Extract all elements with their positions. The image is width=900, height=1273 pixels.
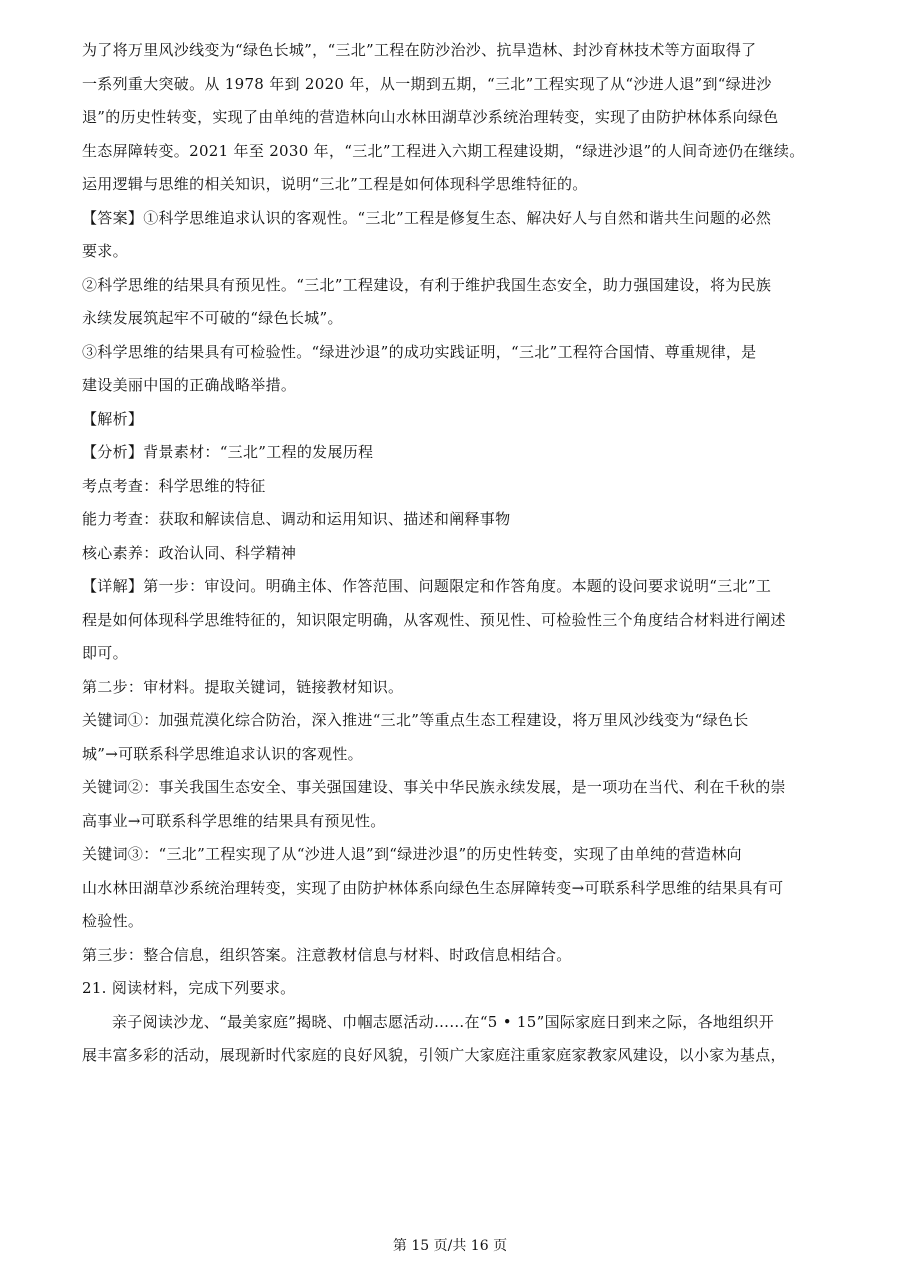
text-line: 运用逻辑与思维的相关知识，说明“三北”工程是如何体现科学思维特征的。 [82, 175, 588, 193]
text-line: 城”→可联系科学思维追求认识的客观性。 [82, 744, 363, 763]
text-line: 展丰富多彩的活动，展现新时代家庭的良好风貌，引领广大家庭注重家庭家教家风建设，以小家为基点， [82, 1046, 786, 1064]
text-line: 退”的历史性转变，实现了由单纯的营造林向山水林田湖草沙系统治理转变，实现了由防护林体系向绿色 [82, 108, 779, 126]
analysis-ability [82, 509, 822, 529]
question-line [82, 174, 822, 194]
text-line: 21. 阅读材料，完成下列要求。 [82, 979, 296, 997]
document-body [82, 40, 822, 1079]
keyword-2 [82, 777, 822, 831]
text-line: ③科学思维的结果具有可检验性。“绿进沙退”的成功实践证明，“三北”工程符合国情、尊重规律，是 [82, 342, 757, 361]
material-paragraph [82, 40, 822, 161]
answer-point-3 [82, 342, 822, 396]
question-21-heading [82, 978, 822, 998]
text-line: 建设美丽中国的正确战略举措。 [82, 376, 297, 394]
text-line: 程是如何体现科学思维特征的，知识限定明确，从客观性、预见性、可检验性三个角度结合材料进行阐述 [82, 610, 786, 629]
text-line: 核心素养：政治认同、科学精神 [82, 543, 297, 562]
text-line: 亲子阅读沙龙、“最美家庭”揭晓、巾帼志愿活动……在“5 • 15”国际家庭日到来之际，各地组织开 [112, 1012, 775, 1031]
detail-step-1 [82, 576, 822, 663]
text-line: 能力考查：获取和解读信息、调动和运用知识、描述和阐释事物 [82, 510, 511, 528]
text-line: 第二步：审材料。提取关键词，链接教材知识。 [82, 677, 404, 696]
text-line: 为了将万里风沙线变为“绿色长城”，“三北”工程在防沙治沙、抗旱造林、封沙育林技术等方面取得了 [82, 41, 757, 59]
text-line: 【解析】 [82, 409, 144, 428]
keyword-3 [82, 844, 822, 931]
analysis-heading [82, 409, 822, 429]
question-21-material [82, 1012, 822, 1066]
text-line: 第三步：整合信息，组织答案。注意教材信息与材料、时政信息相结合。 [82, 945, 572, 964]
text-line: 关键词②：事关我国生态安全、事关强国建设、事关中华民族永续发展，是一项功在当代、利在千秋的崇 [82, 778, 786, 796]
page-footer: 第 15 页/共 16 页 [392, 1238, 508, 1254]
text-line: 要求。 [82, 242, 128, 260]
text-line: 考点考查：科学思维的特征 [82, 476, 266, 495]
text-line: 山水林田湖草沙系统治理转变，实现了由防护林体系向绿色生态屏障转变→可联系科学思维的结果具有可 [82, 878, 784, 897]
text-line: 【答案】①科学思维追求认识的客观性。“三北”工程是修复生态、解决好人与自然和谐共生问题的必然 [82, 208, 772, 227]
analysis-background [82, 442, 822, 462]
text-line: 【详解】第一步：审设问。明确主体、作答范围、问题限定和作答角度。本题的设问要求说明“三北”工 [82, 577, 772, 595]
text-line: 关键词①：加强荒漠化综合防治，深入推进“三北”等重点生态工程建设，将万里风沙线变为“绿色长 [82, 711, 749, 729]
text-line: 关键词③：“三北”工程实现了从“沙进人退”到“绿进沙退”的历史性转变，实现了由单纯的营造林向 [82, 845, 742, 863]
answer-point-1 [82, 208, 822, 262]
text-line: 永续发展筑起牢不可破的“绿色长城”。 [82, 309, 343, 327]
text-line: 即可。 [82, 644, 128, 662]
detail-step-3 [82, 945, 822, 965]
analysis-exam-point [82, 476, 822, 496]
text-line: 【分析】背景素材：“三北”工程的发展历程 [82, 443, 374, 461]
text-line: 一系列重大突破。从 1978 年到 2020 年，从一期到五期，“三北”工程实现了从“沙进人退”到“绿进沙 [82, 74, 772, 93]
answer-point-2 [82, 275, 822, 329]
text-line: 检验性。 [82, 912, 144, 930]
text-line: 生态屏障转变。2021 年至 2030 年，“三北”工程进入六期工程建设期，“绿进沙退”的人间奇迹仍在继续。 [82, 141, 805, 160]
analysis-literacy [82, 543, 822, 563]
detail-step-2 [82, 677, 822, 697]
text-line: 高事业→可联系科学思维的结果具有预见性。 [82, 811, 386, 830]
text-line: ②科学思维的结果具有预见性。“三北”工程建设，有利于维护我国生态安全，助力强国建设，将为民族 [82, 275, 772, 294]
keyword-1 [82, 710, 822, 764]
